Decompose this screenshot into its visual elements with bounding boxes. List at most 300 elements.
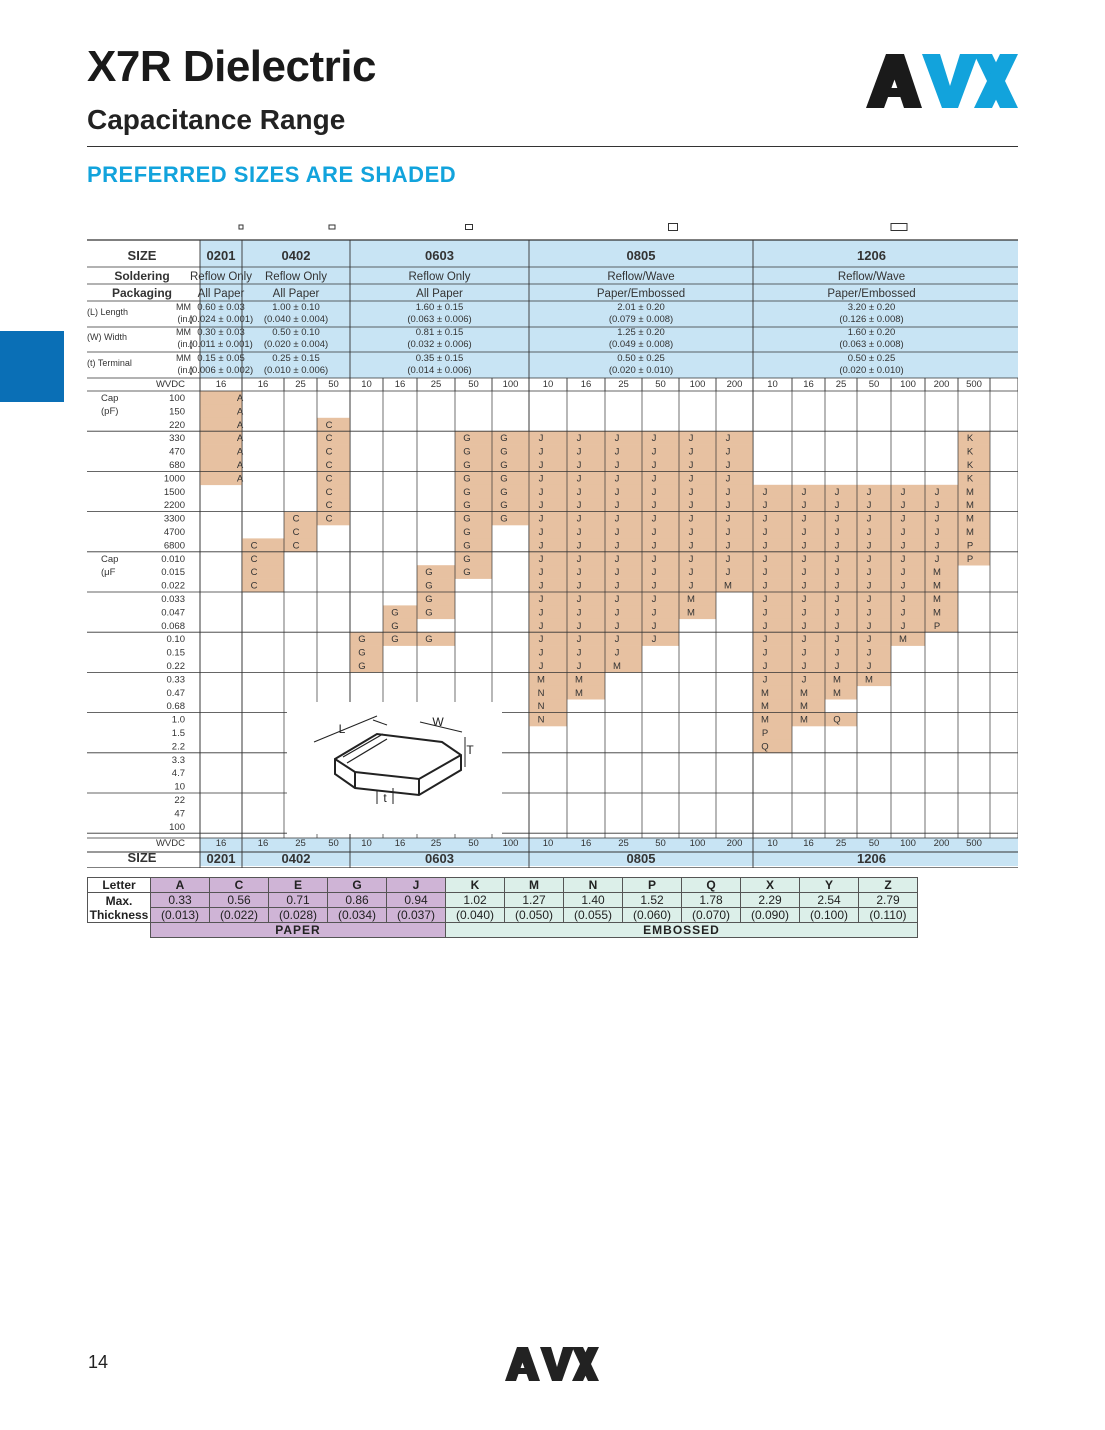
- preferred-cell: [642, 498, 679, 512]
- thickness-code-J: J: [801, 674, 807, 686]
- cap-value-47: 47: [174, 808, 185, 820]
- size-0402-dim-in: (0.040 ± 0.004): [263, 314, 329, 325]
- thickness-code-J: J: [651, 500, 657, 512]
- preferred-cell: [891, 498, 925, 512]
- thickness-code-C: C: [325, 419, 333, 431]
- preferred-cell: [642, 525, 679, 539]
- preferred-cell: [716, 485, 753, 499]
- wvdc-0402-50: 50: [328, 379, 339, 390]
- preferred-cell: [891, 512, 925, 526]
- thickness-code-J: J: [614, 433, 620, 445]
- thickness-code-G: G: [500, 460, 508, 471]
- preferred-cell: [825, 686, 857, 700]
- preferred-cell: [492, 485, 529, 499]
- preferred-cell: [200, 471, 242, 485]
- wvdc-0603-25: 25: [430, 379, 442, 390]
- thickness-code-J: J: [725, 473, 731, 485]
- size-1206-header: 1206: [857, 248, 886, 263]
- thickness-code-J: J: [688, 460, 694, 471]
- thickness-code-J: J: [688, 500, 694, 512]
- wvdc-0201-16: 16: [215, 379, 227, 390]
- dim-row-in-unit: (in.): [177, 314, 193, 324]
- preferred-cell: [492, 431, 529, 445]
- wvdc-1206-500: 500: [966, 379, 982, 390]
- letter-C: C: [210, 878, 269, 893]
- letter-row-label: Letter: [88, 878, 151, 893]
- letter-Q: Q: [682, 878, 741, 893]
- thickness-code-C: C: [325, 446, 333, 458]
- preferred-cell: [455, 512, 492, 526]
- preferred-cell: [792, 552, 825, 566]
- wvdc-footer-0805-16: 16: [580, 838, 592, 849]
- thickness-code-G: G: [463, 486, 471, 498]
- thickness-code-J: J: [934, 513, 940, 525]
- thickness-code-J: J: [801, 594, 807, 605]
- thickness-code-J: J: [614, 634, 620, 646]
- preferred-cell: [605, 565, 642, 579]
- wvdc-footer-0201-16: 16: [215, 838, 227, 849]
- preferred-cell: [753, 565, 792, 579]
- wvdc-footer-1206-200: 200: [933, 838, 950, 849]
- preferred-cell: [567, 565, 605, 579]
- thickness-code-J: J: [651, 446, 657, 458]
- thickness-code-Q: Q: [833, 714, 841, 726]
- thickness-code-J: J: [762, 607, 768, 619]
- preferred-cell: [605, 605, 642, 619]
- cap-value-3300: 3300: [163, 513, 185, 525]
- thickness-code-J: J: [834, 567, 840, 579]
- thickness-code-N: N: [537, 701, 545, 713]
- wvdc-footer-1206-10: 10: [767, 838, 778, 849]
- thickness-code-A: A: [236, 433, 244, 445]
- preferred-cell: [417, 605, 455, 619]
- thickness-code-J: J: [900, 607, 906, 619]
- page-subtitle: Capacitance Range: [87, 104, 346, 135]
- thickness-code-K: K: [966, 460, 974, 471]
- thickness-code-J: J: [688, 486, 694, 498]
- thickness-mm-A: 0.33: [151, 893, 210, 908]
- preferred-cell: [242, 552, 284, 566]
- thickness-code-J: J: [576, 527, 582, 538]
- preferred-cell: [383, 632, 417, 646]
- thickness-code-J: J: [801, 661, 807, 672]
- preferred-cell: [925, 565, 958, 579]
- preferred-cell: [891, 619, 925, 633]
- wvdc-footer-0805-100: 100: [689, 838, 706, 849]
- thickness-code-J: J: [762, 620, 768, 632]
- preferred-cell: [455, 445, 492, 459]
- thickness-code-J: J: [576, 460, 582, 471]
- thickness-code-M: M: [687, 594, 695, 605]
- wvdc-0603-100: 100: [502, 379, 519, 390]
- thickness-code-J: J: [538, 647, 544, 659]
- thickness-code-C: C: [325, 433, 333, 445]
- size-1206-footer: 1206: [857, 851, 886, 866]
- page-title: X7R Dielectric: [87, 42, 376, 91]
- thickness-code-J: J: [538, 513, 544, 525]
- thickness-code-J: J: [900, 486, 906, 498]
- preferred-cell: [529, 699, 567, 713]
- letter-G: G: [328, 878, 387, 893]
- thickness-code-J: J: [866, 580, 872, 592]
- cap-value-0.022: 0.022: [161, 580, 185, 592]
- preferred-cell: [567, 512, 605, 526]
- preferred-cell: [925, 579, 958, 593]
- thickness-code-J: J: [801, 634, 807, 646]
- thickness-code-C: C: [325, 500, 333, 512]
- thickness-code-J: J: [866, 500, 872, 512]
- thickness-mm-P: 1.52: [623, 893, 682, 908]
- preferred-cell: [753, 686, 792, 700]
- thickness-code-J: J: [866, 607, 872, 619]
- size-0402-icon: [329, 225, 335, 229]
- preferred-cell: [642, 579, 679, 593]
- size-0603-dim-mm: 1.60 ± 0.15: [415, 302, 464, 313]
- thickness-code-J: J: [538, 607, 544, 619]
- size-1206-soldering: Reflow/Wave: [837, 271, 906, 283]
- wvdc-footer-0603-50: 50: [468, 838, 479, 849]
- size-1206-dim-mm: 3.20 ± 0.20: [847, 302, 896, 313]
- preferred-cell: [529, 538, 567, 552]
- size-0402-dim-in: (0.020 ± 0.004): [263, 339, 329, 350]
- thickness-code-J: J: [801, 620, 807, 632]
- letter-M: M: [505, 878, 564, 893]
- preferred-cell: [455, 485, 492, 499]
- preferred-cell: [679, 512, 716, 526]
- preferred-cell: [958, 431, 990, 445]
- size-0805-dim-mm: 2.01 ± 0.20: [617, 302, 665, 313]
- thickness-code-J: J: [762, 540, 768, 552]
- preferred-cell: [958, 445, 990, 459]
- cap-value-4.7: 4.7: [171, 768, 185, 780]
- preferred-cell: [605, 646, 642, 660]
- thickness-code-J: J: [614, 486, 620, 498]
- preferred-cell: [567, 431, 605, 445]
- preferred-cell: [417, 632, 455, 646]
- preferred-cell: [529, 659, 567, 673]
- thickness-code-G: G: [358, 661, 366, 672]
- preferred-cell: [567, 646, 605, 660]
- size-0201-header: 0201: [206, 248, 236, 263]
- wvdc-1206-100: 100: [900, 379, 916, 390]
- wvdc-1206-10: 10: [767, 379, 778, 390]
- size-0201-footer: 0201: [206, 851, 236, 866]
- thickness-code-J: J: [576, 553, 582, 565]
- thickness-code-M: M: [899, 634, 907, 646]
- preferred-cell: [891, 525, 925, 539]
- preferred-cell: [605, 552, 642, 566]
- cap-value-0.033: 0.033: [161, 594, 185, 605]
- thickness-code-G: G: [463, 513, 471, 525]
- thickness-code-J: J: [934, 527, 940, 538]
- thickness-code-M: M: [724, 580, 732, 592]
- size-0402-header: 0402: [281, 248, 311, 263]
- preferred-cell: [716, 471, 753, 485]
- size-1206-packaging: Paper/Embossed: [827, 288, 916, 300]
- thickness-code-J: J: [866, 594, 872, 605]
- preferred-cell: [792, 485, 825, 499]
- thickness-code-M: M: [833, 687, 841, 699]
- preferred-cell: [825, 485, 857, 499]
- thickness-in-C: (0.022): [210, 908, 269, 923]
- thickness-code-M: M: [537, 674, 545, 686]
- thickness-code-J: J: [725, 446, 731, 458]
- preferred-cell: [792, 713, 825, 727]
- thickness-code-J: J: [834, 500, 840, 512]
- thickness-code-J: J: [576, 513, 582, 525]
- preferred-cell: [753, 512, 792, 526]
- cap-value-6800: 6800: [163, 540, 185, 552]
- preferred-cell: [753, 592, 792, 606]
- preferred-cell: [825, 713, 857, 727]
- thickness-code-J: J: [725, 540, 731, 552]
- thickness-code-J: J: [801, 500, 807, 512]
- preferred-cell: [891, 632, 925, 646]
- preferred-cell: [825, 498, 857, 512]
- preferred-cell: [242, 538, 284, 552]
- preferred-cell: [529, 485, 567, 499]
- size-0201-icon: [239, 225, 243, 229]
- preferred-cell: [716, 525, 753, 539]
- preferred-cell: [679, 552, 716, 566]
- thickness-code-G: G: [425, 634, 433, 646]
- preferred-cell: [455, 565, 492, 579]
- size-0402-dim-mm: 0.25 ± 0.15: [272, 353, 320, 364]
- preferred-cell: [642, 431, 679, 445]
- size-0603-soldering: Reflow Only: [408, 271, 471, 283]
- thickness-code-J: J: [725, 500, 731, 512]
- preferred-cell: [792, 686, 825, 700]
- preferred-cell: [925, 619, 958, 633]
- wvdc-1206-200: 200: [933, 379, 950, 390]
- letter-P: P: [623, 878, 682, 893]
- preferred-cell: [605, 538, 642, 552]
- thickness-code-G: G: [500, 486, 508, 498]
- preferred-cell: [679, 605, 716, 619]
- preferred-cell: [200, 458, 242, 472]
- thickness-code-J: J: [538, 661, 544, 672]
- size-0603-packaging: All Paper: [416, 288, 463, 300]
- thickness-code-J: J: [651, 620, 657, 632]
- preferred-cell: [567, 525, 605, 539]
- cap-value-1000: 1000: [163, 473, 185, 485]
- thickness-code-J: J: [614, 473, 620, 485]
- preferred-cell: [857, 605, 891, 619]
- wvdc-0805-100: 100: [689, 379, 706, 390]
- thickness-code-J: J: [688, 446, 694, 458]
- thickness-code-G: G: [358, 634, 366, 646]
- preferred-cell: [792, 659, 825, 673]
- thickness-code-G: G: [391, 634, 399, 646]
- wvdc-0805-200: 200: [726, 379, 743, 390]
- thickness-code-J: J: [762, 674, 768, 686]
- wvdc-footer-1206-50: 50: [868, 838, 880, 849]
- preferred-cell: [792, 646, 825, 660]
- thickness-mm-C: 0.56: [210, 893, 269, 908]
- thickness-code-J: J: [866, 513, 872, 525]
- thickness-code-J: J: [688, 580, 694, 592]
- wvdc-0805-10: 10: [542, 379, 554, 390]
- preferred-cell: [529, 605, 567, 619]
- thickness-code-J: J: [576, 661, 582, 672]
- preferred-cell: [857, 498, 891, 512]
- size-footer-label: SIZE: [127, 850, 157, 865]
- preferred-cell: [679, 458, 716, 472]
- preferred-cell: [857, 632, 891, 646]
- thickness-code-J: J: [614, 580, 620, 592]
- thickness-mm-G: 0.86: [328, 893, 387, 908]
- preferred-cell: [642, 592, 679, 606]
- preferred-cell: [529, 431, 567, 445]
- thickness-code-J: J: [762, 486, 768, 498]
- max-thickness-label: Max. Thickness: [88, 893, 151, 923]
- preferred-cell: [242, 565, 284, 579]
- preferred-cell: [605, 458, 642, 472]
- size-0201-dim-in: (0.024 ± 0.001): [188, 314, 254, 325]
- thickness-code-J: J: [538, 634, 544, 646]
- preferred-cell: [753, 632, 792, 646]
- thickness-code-J: J: [762, 634, 768, 646]
- thickness-code-M: M: [966, 527, 974, 538]
- preferred-cell: [529, 713, 567, 727]
- preferred-cell: [200, 445, 242, 459]
- wvdc-footer-label: WVDC: [155, 838, 185, 849]
- preferred-cell: [455, 498, 492, 512]
- preferred-cell: [679, 445, 716, 459]
- thickness-code-M: M: [933, 580, 941, 592]
- size-0402-dim-in: (0.010 ± 0.006): [263, 365, 329, 376]
- thickness-code-J: J: [725, 433, 731, 445]
- thickness-code-J: J: [834, 540, 840, 552]
- wvdc-footer-1206-100: 100: [900, 838, 916, 849]
- wvdc-0402-16: 16: [257, 379, 269, 390]
- preferred-cell: [716, 431, 753, 445]
- cap-value-100: 100: [169, 393, 185, 404]
- thickness-code-J: J: [866, 620, 872, 632]
- wvdc-footer-0805-200: 200: [726, 838, 743, 849]
- thickness-code-J: J: [688, 513, 694, 525]
- wvdc-footer-0805-50: 50: [655, 838, 666, 849]
- size-1206-icon: [891, 224, 907, 231]
- thickness-code-G: G: [463, 446, 471, 458]
- cap-value-2.2: 2.2: [171, 741, 185, 753]
- avx-logo: [866, 54, 1018, 108]
- thickness-in-A: (0.013): [151, 908, 210, 923]
- size-0805-dim-in: (0.049 ± 0.008): [608, 339, 674, 350]
- preferred-cell: [529, 646, 567, 660]
- thickness-code-G: G: [500, 500, 508, 512]
- preferred-cell: [567, 686, 605, 700]
- thickness-code-J: J: [688, 567, 694, 579]
- thickness-code-J: J: [762, 661, 768, 672]
- preferred-cell: [857, 552, 891, 566]
- wvdc-0402-25: 25: [295, 379, 306, 390]
- preferred-cell: [567, 552, 605, 566]
- size-0402-dim-mm: 0.50 ± 0.10: [272, 327, 320, 338]
- size-0603-dim-in: (0.063 ± 0.006): [407, 314, 472, 325]
- wvdc-footer-0805-25: 25: [618, 838, 629, 849]
- thickness-code-M: M: [833, 674, 841, 686]
- thickness-code-J: J: [762, 567, 768, 579]
- thickness-code-J: J: [762, 513, 768, 525]
- thickness-code-J: J: [651, 473, 657, 485]
- wvdc-footer-0805-10: 10: [542, 838, 554, 849]
- thickness-code-M: M: [933, 567, 941, 579]
- cap-value-4700: 4700: [163, 527, 185, 538]
- preferred-cell: [958, 512, 990, 526]
- preferred-cell: [642, 512, 679, 526]
- preferred-cell: [958, 498, 990, 512]
- preferred-cell: [529, 525, 567, 539]
- cap-value-100: 100: [169, 821, 185, 833]
- preferred-cell: [284, 525, 317, 539]
- thickness-code-C: C: [250, 580, 258, 592]
- thickness-code-G: G: [358, 647, 366, 659]
- size-0201-dim-in: (0.011 ± 0.001): [189, 339, 253, 350]
- thickness-mm-Z: 2.79: [859, 893, 918, 908]
- thickness-code-J: J: [834, 527, 840, 538]
- thickness-code-J: J: [688, 433, 694, 445]
- thickness-code-J: J: [538, 553, 544, 565]
- preferred-cell: [529, 686, 567, 700]
- preferred-cell: [567, 619, 605, 633]
- preferred-cell: [753, 525, 792, 539]
- thickness-code-J: J: [651, 486, 657, 498]
- thickness-code-J: J: [614, 513, 620, 525]
- thickness-code-J: J: [725, 527, 731, 538]
- preferred-cell: [642, 445, 679, 459]
- thickness-code-J: J: [651, 634, 657, 646]
- size-0603-dim-mm: 0.35 ± 0.15: [415, 353, 464, 364]
- preferred-cell: [792, 579, 825, 593]
- preferred-cell: [825, 552, 857, 566]
- thickness-code-J: J: [651, 527, 657, 538]
- preferred-cell: [753, 739, 792, 753]
- preferred-cell: [529, 471, 567, 485]
- thickness-code-J: J: [900, 620, 906, 632]
- thickness-code-J: J: [834, 607, 840, 619]
- thickness-code-M: M: [575, 674, 583, 686]
- section-side-tab: [0, 331, 64, 402]
- preferred-cell: [925, 525, 958, 539]
- preferred-cell: [792, 672, 825, 686]
- thickness-code-A: A: [236, 406, 244, 418]
- thickness-code-J: J: [725, 486, 731, 498]
- thickness-code-C: C: [250, 567, 258, 579]
- preferred-cell: [529, 619, 567, 633]
- thickness-code-A: A: [236, 419, 244, 431]
- preferred-cell: [825, 646, 857, 660]
- preferred-cell: [317, 471, 350, 485]
- preferred-cell: [753, 552, 792, 566]
- preferred-cell: [605, 619, 642, 633]
- thickness-code-J: J: [801, 580, 807, 592]
- title-divider: [87, 146, 1018, 147]
- preferred-cell: [567, 498, 605, 512]
- cap-value-330: 330: [169, 433, 185, 445]
- thickness-code-J: J: [688, 473, 694, 485]
- preferred-cell: [792, 538, 825, 552]
- preferred-cell: [605, 485, 642, 499]
- preferred-cell: [753, 485, 792, 499]
- preferred-cell: [716, 458, 753, 472]
- preferred-cell: [825, 619, 857, 633]
- preferred-cell: [925, 605, 958, 619]
- thickness-in-K: (0.040): [446, 908, 505, 923]
- thickness-code-J: J: [900, 594, 906, 605]
- dim-row-label: (W) Width: [87, 332, 127, 342]
- packaging-row-label: Packaging: [111, 286, 173, 300]
